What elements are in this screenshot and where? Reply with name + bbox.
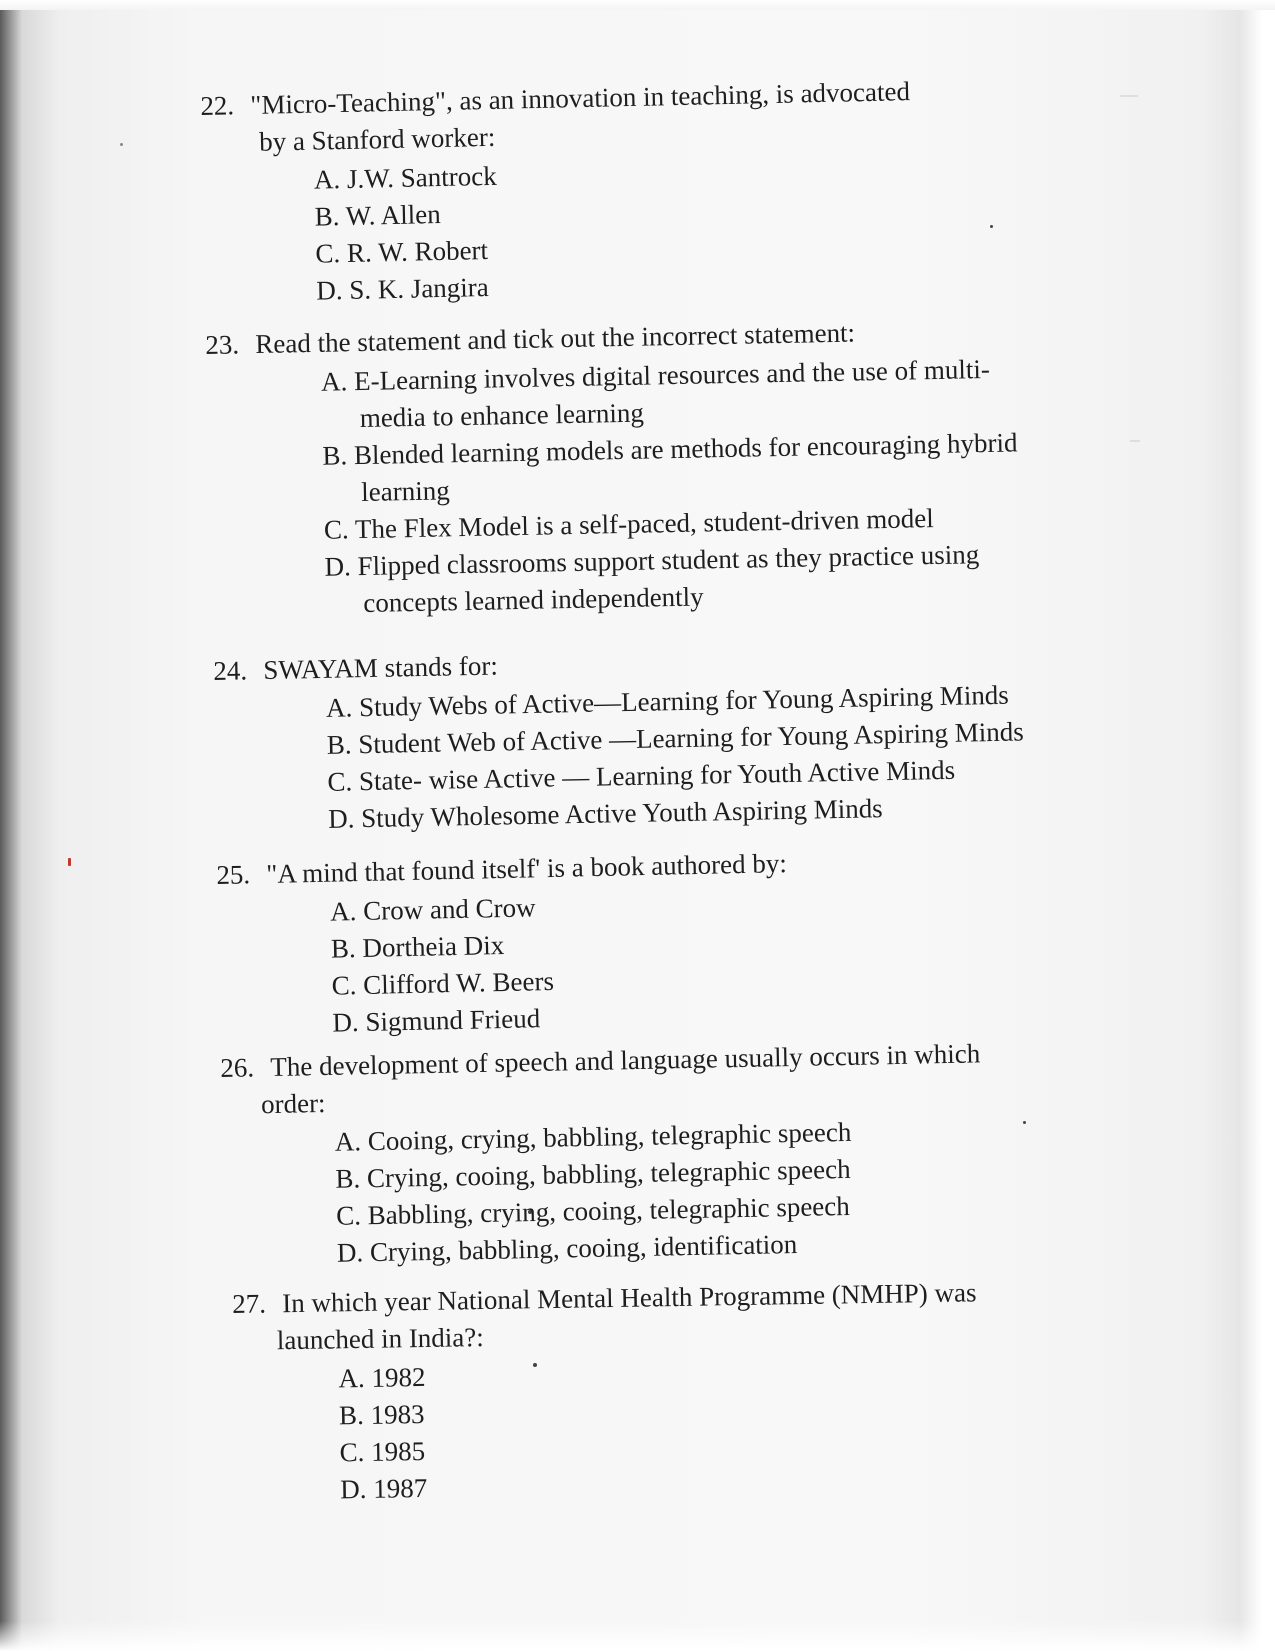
question-27 <box>232 1274 980 1510</box>
question-23 <box>205 311 1021 624</box>
option-c: C. 1985 <box>339 1435 426 1468</box>
option-list <box>202 149 915 312</box>
option-a: A. E-Learning involves digital resources and the use of multi- <box>320 353 991 397</box>
question-text: The development of speech and language usually occurs in which <box>270 1038 981 1083</box>
option-list <box>221 1111 984 1274</box>
question-text: Read the statement and tick out the incorrect statement: <box>255 317 856 360</box>
question-text: SWAYAM stands for: <box>263 650 499 686</box>
option-list <box>214 676 1026 840</box>
option-b: B. Student Web of Active —Learning for Young Aspiring Minds <box>326 716 1025 760</box>
option-d: D. Flipped classrooms support student as they practice using <box>324 539 980 582</box>
option-d: D. Study Wholesome Active Youth Aspiring Minds <box>327 793 883 834</box>
question-text: "A mind that found itself' is a book authored by: <box>266 848 788 889</box>
option-c: C. State- wise Active — Learning for Youth Active Minds <box>327 754 956 797</box>
option-a: A. Crow and Crow <box>329 892 536 927</box>
option-c: C. The Flex Model is a self-paced, student-driven model <box>323 503 934 545</box>
option-a: A. Cooing, crying, babbling, telegraphic speech <box>334 1116 852 1157</box>
question-26 <box>220 1035 984 1274</box>
option-b: B. Blended learning models are methods for encouraging hybrid <box>322 427 1018 471</box>
option-a: A. Study Webs of Active—Learning for Young Aspiring Minds <box>325 679 1010 723</box>
option-a-continued: media to enhance learning <box>359 397 645 434</box>
option-c: C. Babbling, crying, cooing, telegraphic speech <box>335 1190 851 1231</box>
question-text: launched in India?: <box>276 1322 484 1356</box>
option-list <box>217 884 791 1044</box>
option-d-continued: concepts learned independently <box>363 581 704 619</box>
option-d: D. Crying, babbling, cooing, identification <box>336 1228 798 1268</box>
question-text: "Micro-Teaching", as an innovation in teaching, is advocated <box>250 76 911 120</box>
question-text: In which year National Mental Health Programme (NMHP) was <box>282 1277 977 1319</box>
question-number: 25. <box>216 859 251 890</box>
question-number: 22. <box>200 90 235 121</box>
option-c: C. R. W. Robert <box>315 235 489 269</box>
option-b: B. Crying, cooing, babbling, telegraphic speech <box>335 1153 851 1194</box>
option-list <box>206 350 1021 625</box>
question-number: 24. <box>213 655 248 686</box>
option-c: C. Clifford W. Beers <box>331 965 555 1001</box>
question-number: 27. <box>232 1288 267 1319</box>
option-a: A. J.W. Santrock <box>313 160 497 195</box>
question-number: 26. <box>220 1052 255 1083</box>
option-b: B. W. Allen <box>314 198 442 232</box>
question-text: order: <box>260 1087 326 1120</box>
question-22 <box>200 73 914 312</box>
question-24 <box>213 637 1026 839</box>
option-d: D. Sigmund Frieud <box>332 1003 541 1038</box>
question-25 <box>216 845 790 1044</box>
option-d: D. 1987 <box>339 1472 428 1505</box>
question-number: 23. <box>205 329 240 360</box>
option-b: B. 1983 <box>338 1398 425 1431</box>
option-b: B. Dortheia Dix <box>330 929 505 964</box>
option-a: A. 1982 <box>338 1361 426 1394</box>
option-list <box>233 1350 980 1510</box>
option-b-continued: learning <box>360 475 450 508</box>
question-text: by a Stanford worker: <box>258 121 496 157</box>
option-d: D. S. K. Jangira <box>315 272 490 306</box>
